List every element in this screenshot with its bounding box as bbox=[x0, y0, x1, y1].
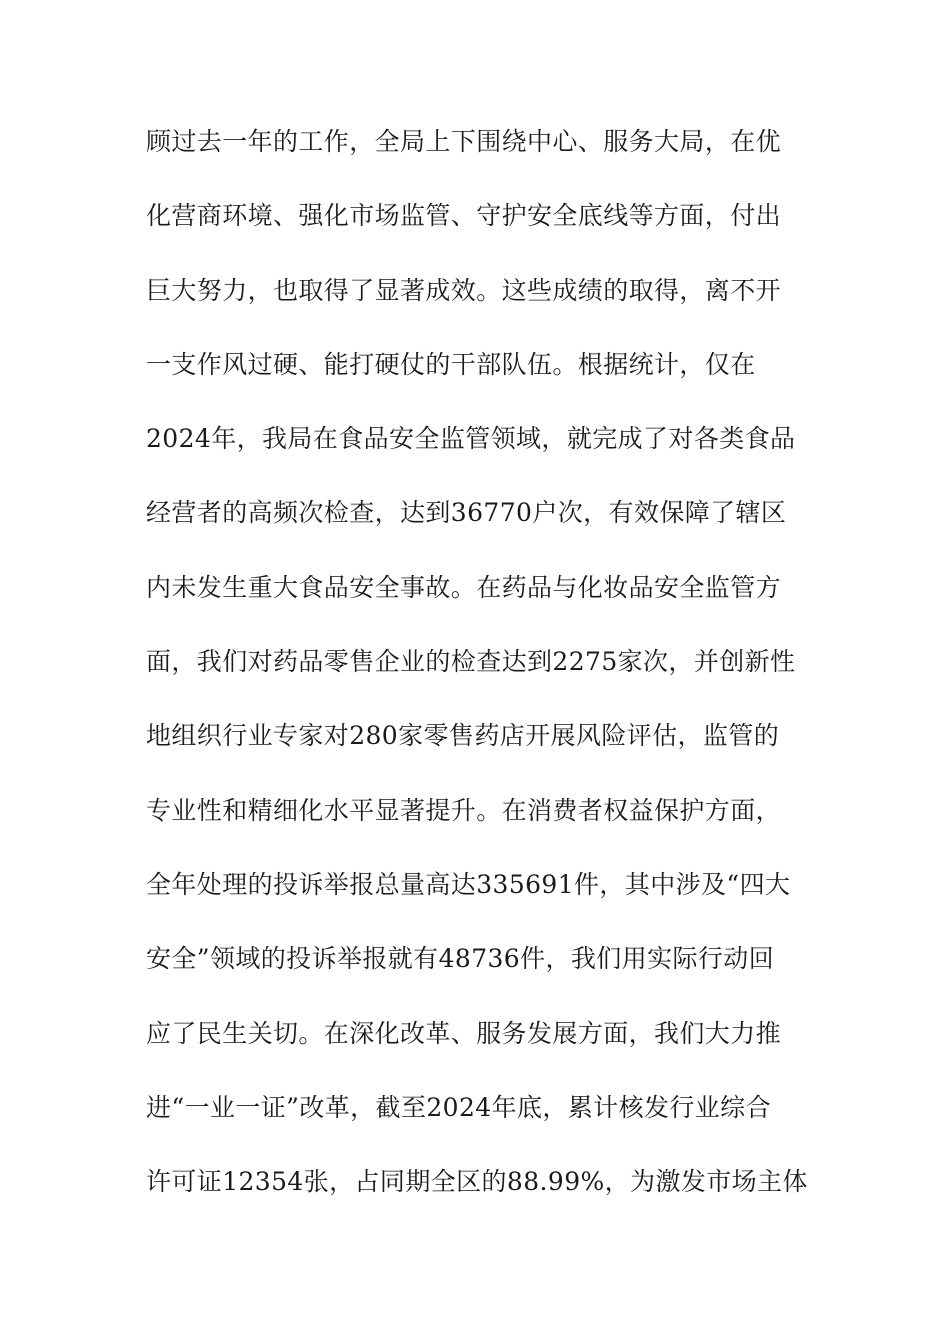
body-paragraph bbox=[146, 122, 806, 1236]
text-line: 应了民生关切。在深化改革、服务发展方面，我们大力推 bbox=[146, 1018, 782, 1048]
text-line: 一支作风过硬、能打硬仗的干部队伍。根据统计，仅在 bbox=[146, 349, 756, 379]
text-line: 化营商环境、强化市场监管、守护安全底线等方面，付出 bbox=[146, 201, 782, 231]
text-line: 经营者的高频次检查，达到36770户次，有效保障了辖区 bbox=[146, 498, 787, 528]
text-line: 巨大努力，也取得了显著成效。这些成绩的取得，离不开 bbox=[146, 275, 782, 305]
text-line: 进“一业一证”改革，截至2024年底，累计核发行业综合 bbox=[146, 1092, 771, 1122]
text-line: 安全”领域的投诉举报就有48736件，我们用实际行动回 bbox=[146, 944, 775, 974]
text-line: 顾过去一年的工作，全局上下围绕中心、服务大局，在优 bbox=[146, 127, 782, 156]
text-line: 2024年，我局在食品安全监管领域，就完成了对各类食品 bbox=[146, 424, 796, 454]
text-line: 专业性和精细化水平显著提升。在消费者权益保护方面， bbox=[146, 795, 782, 825]
text-line: 面，我们对药品零售企业的检查达到2275家次，并创新性 bbox=[146, 647, 796, 677]
text-line: 许可证12354张，占同期全区的88.99%，为激发市场主体 bbox=[146, 1167, 808, 1197]
text-line: 内未发生重大食品安全事故。在药品与化妆品安全监管方 bbox=[146, 572, 782, 602]
text-line: 地组织行业专家对280家零售药店开展风险评估，监管的 bbox=[146, 721, 780, 751]
text-line: 全年处理的投诉举报总量高达335691件，其中涉及“四大 bbox=[146, 869, 791, 899]
